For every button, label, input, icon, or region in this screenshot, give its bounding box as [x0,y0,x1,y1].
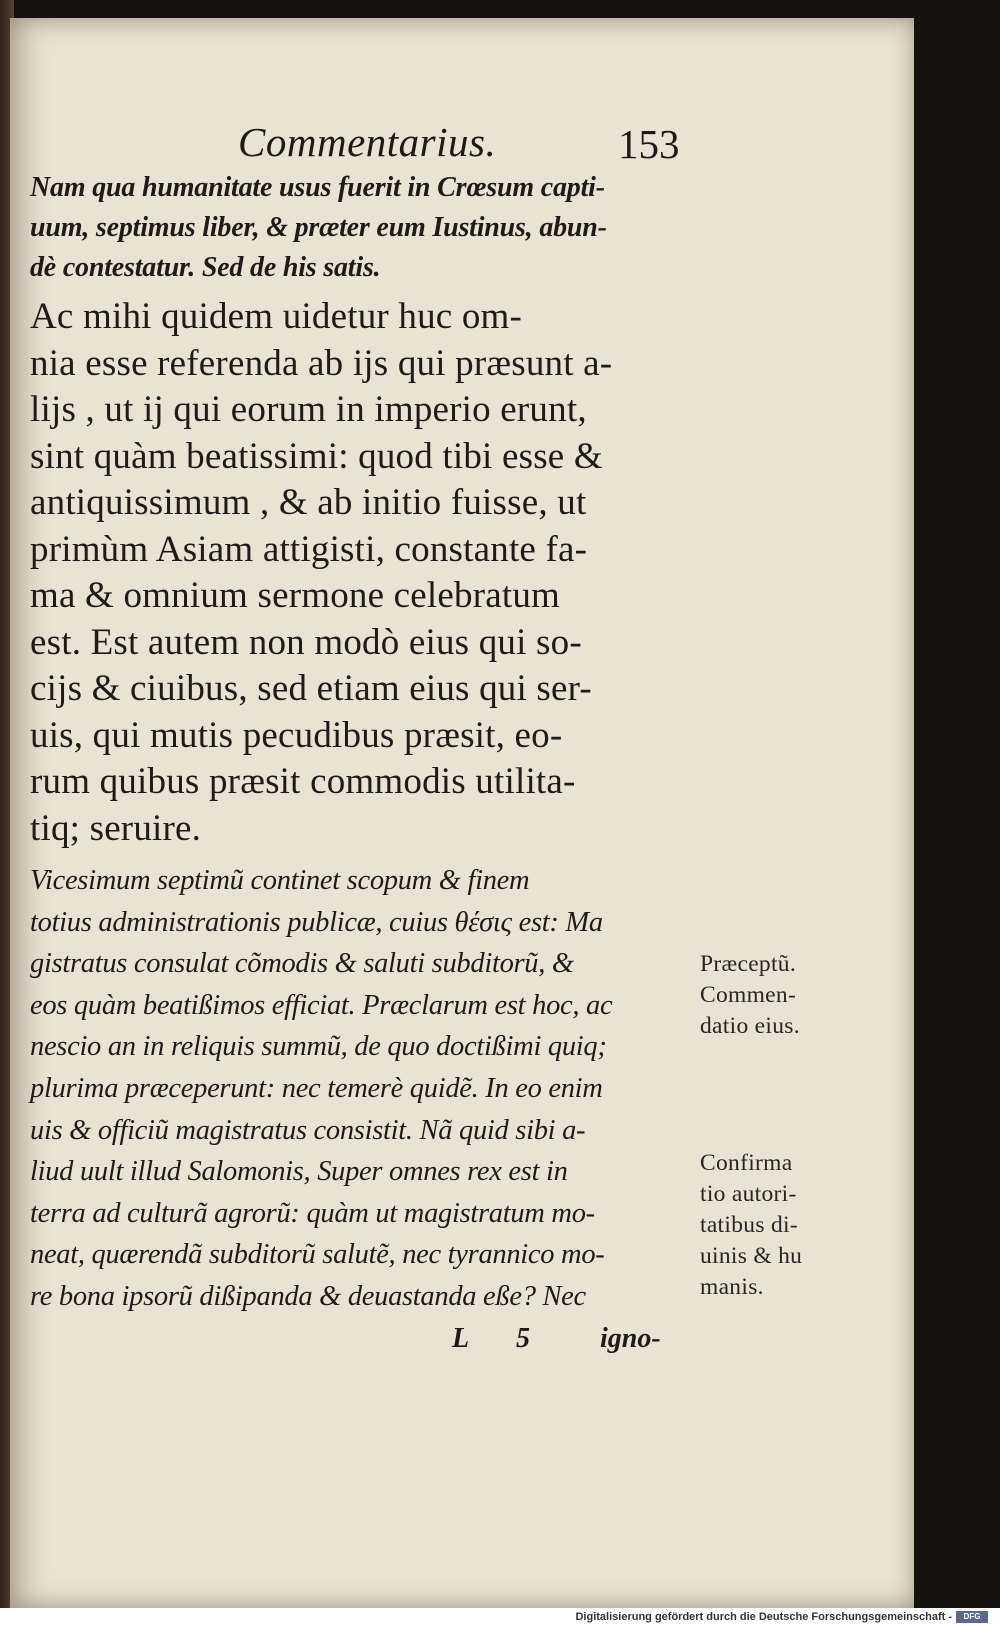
book-page [10,18,914,1608]
text-line: ma & omnium sermone celebratum [30,575,561,616]
page-number: 153 [618,121,680,167]
commentary-paragraph [30,860,698,1318]
margin-note-line: Præceptũ. [700,951,797,977]
text-line: rum quibus præsit commodis utilita- [30,761,576,802]
text-line: neat, quærendã subditorũ salutẽ, nec tyrannico mo- [30,1239,605,1271]
margin-note-confirmation [700,1148,870,1303]
text-line: uum, septimus liber, & præter eum Iustinus, abun- [30,212,607,243]
margin-note-line: uinis & hu [700,1243,803,1269]
margin-note-line: datio eius. [700,1013,800,1039]
text-line: sint quàm beatissimi: quod tibi esse & [30,435,603,477]
intro-paragraph [30,168,698,288]
text-line: dè contestatur. Sed de his satis. [30,252,381,283]
page-header [10,106,914,176]
margin-note-line: Confirma [700,1150,793,1176]
text-line: uis, qui mutis pecudibus præsit, eo- [30,714,563,756]
margin-note-line: tio autori- [700,1181,797,1207]
text-line: gistratus consulat cõmodis & saluti subditorũ, & [30,948,574,980]
text-line: terra ad culturã agrorũ: quàm ut magistratum mo- [30,1197,595,1229]
text-line: nia esse referenda ab ijs qui præsunt a- [30,342,613,384]
text-line: antiquissimum , & ab initio fuisse, ut [30,482,587,523]
margin-note-line: Commen- [700,982,797,1008]
text-line: liud uult illud Salomonis, Super omnes rex est in [30,1156,568,1188]
text-line: totius administrationis publicæ, cuius θέσις est: Ma [30,906,603,938]
text-line: plurima præceperunt: nec temerè quidẽ. In eo enim [30,1072,603,1104]
text-line: lijs , ut ij qui eorum in imperio erunt, [30,389,587,430]
dfg-logo-icon: DFG [956,1611,988,1623]
margin-note-precept [700,949,870,1042]
text-line: re bona ipsorũ dißipanda & deuastanda eße? Nec [30,1280,586,1312]
text-line: cijs & ciuibus, sed etiam eius qui ser- [30,668,592,709]
margin-note-line: manis. [700,1274,764,1300]
margin-note-line: tatibus di- [700,1212,798,1238]
text-line: est. Est autem non modò eius qui so- [30,621,582,663]
text-line: eos quàm beatißimos efficiat. Præclarum est hoc, ac [30,989,613,1021]
text-line: primùm Asiam attigisti, constante fa- [30,528,588,570]
signature-number: 5 [516,1323,530,1354]
digitization-footer [0,1608,1000,1626]
text-line: Vicesimum septimũ continet scopum & finem [30,865,530,896]
running-title: Commentarius. [238,119,497,165]
footer-credit: Digitalisierung gefördert durch die Deutsche Forschungsgemeinschaft - [575,1611,952,1623]
text-line: tiq; seruire. [30,807,202,849]
text-line: Nam qua humanitate usus fuerit in Crœsum capti- [30,172,605,203]
text-line: Ac mihi quidem uidetur huc om- [30,296,523,337]
text-line: uis & officiũ magistratus consistit. Nã quid sibi a- [30,1114,586,1146]
catchword: igno- [600,1323,661,1354]
text-line: nescio an in reliquis summũ, de quo doctißimi quiq; [30,1031,607,1063]
main-paragraph [30,294,698,852]
main-text-column [30,168,698,1318]
signature-mark: L [452,1323,470,1354]
